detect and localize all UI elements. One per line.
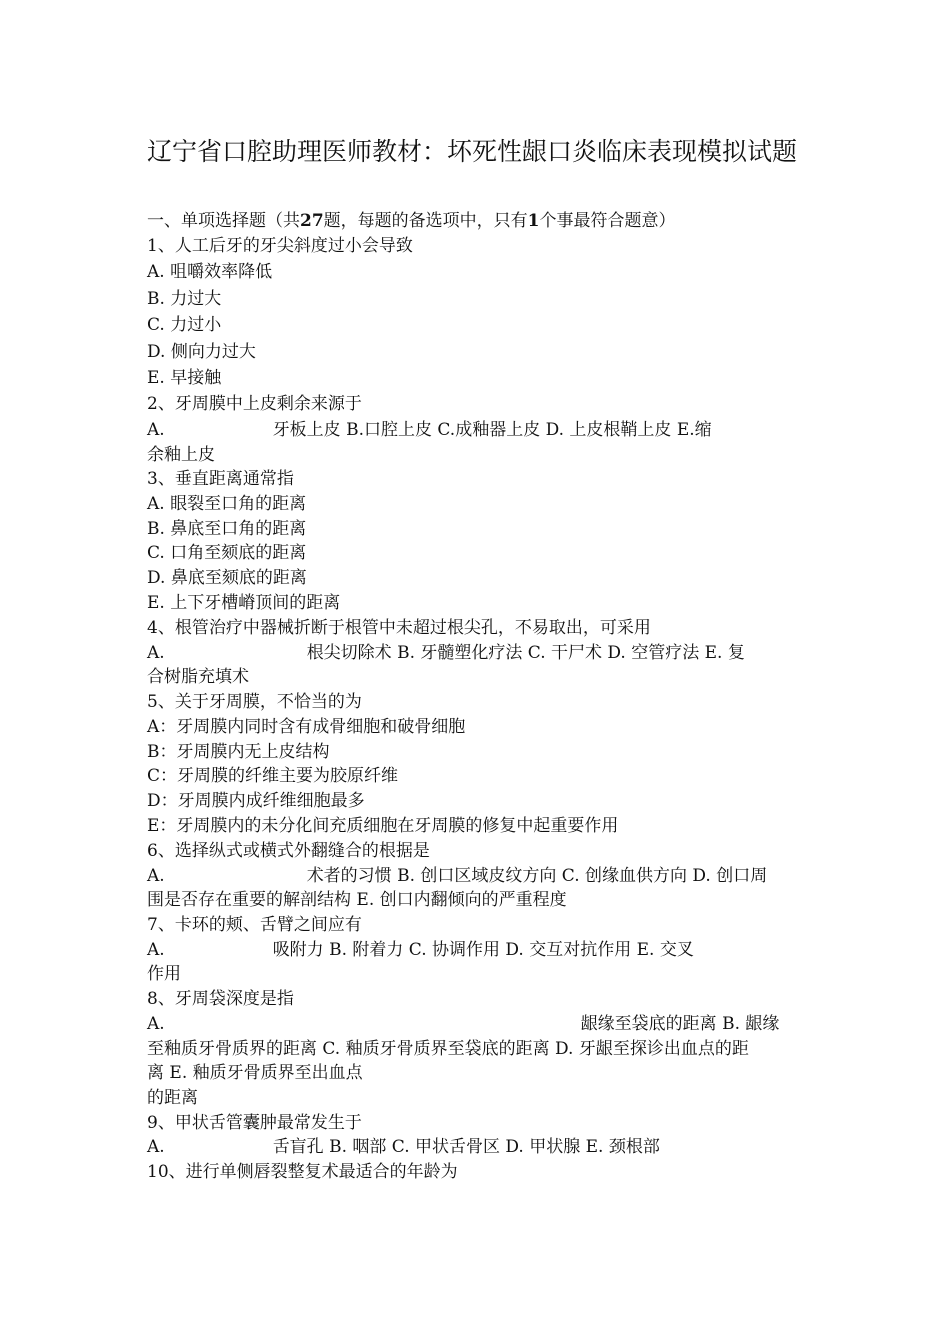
section-heading: 一、单项选择题（共27题，每题的备选项中，只有1个事最符合题意） [147, 211, 676, 231]
option-row: A. 龈缘至袋底的距离 B. 龈缘 [147, 1014, 780, 1034]
option: A. 咀嚼效率降低 [147, 262, 273, 282]
option-continuation: 合树脂充填术 [147, 667, 249, 687]
option: B. 力过大 [147, 289, 222, 309]
option: A：牙周膜内同时含有成骨细胞和破骨细胞 [147, 717, 466, 737]
question-2: 2、牙周膜中上皮剩余来源于 [147, 394, 362, 414]
question-10: 10、进行单侧唇裂整复术最适合的年龄为 [147, 1162, 458, 1182]
option: D：牙周膜内成纤维细胞最多 [147, 791, 365, 811]
option-row: A. 术者的习惯 B. 创口区域皮纹方向 C. 创缘血供方向 D. 创口周 [147, 866, 768, 886]
question-7: 7、卡环的颊、舌臂之间应有 [147, 915, 362, 935]
option: B：牙周膜内无上皮结构 [147, 742, 330, 762]
option: E. 早接触 [147, 368, 222, 388]
option-continuation: 离 E. 釉质牙骨质界至出血点 [147, 1063, 363, 1083]
option: B. 鼻底至口角的距离 [147, 519, 307, 539]
option-continuation: 的距离 [147, 1088, 198, 1108]
option-continuation: 余釉上皮 [147, 445, 215, 465]
option-row: A. 牙板上皮 B.口腔上皮 C.成釉器上皮 D. 上皮根鞘上皮 E.缩 [147, 420, 712, 440]
option-continuation: 围是否存在重要的解剖结构 E. 创口内翻倾向的严重程度 [147, 890, 567, 910]
option: D. 鼻底至颏底的距离 [147, 568, 307, 588]
option: C：牙周膜的纤维主要为胶原纤维 [147, 766, 399, 786]
option-continuation: 作用 [147, 964, 181, 984]
option: E. 上下牙槽嵴顶间的距离 [147, 593, 341, 613]
question-4: 4、根管治疗中器械折断于根管中未超过根尖孔，不易取出，可采用 [147, 618, 651, 638]
page-title: 辽宁省口腔助理医师教材：坏死性龈口炎临床表现模拟试题 [147, 137, 798, 166]
option-row: A. 吸附力 B. 附着力 C. 协调作用 D. 交互对抗作用 E. 交叉 [147, 940, 694, 960]
option: D. 侧向力过大 [147, 342, 256, 362]
question-8: 8、牙周袋深度是指 [147, 989, 294, 1009]
option-row: A. 舌盲孔 B. 咽部 C. 甲状舌骨区 D. 甲状腺 E. 颈根部 [147, 1137, 660, 1157]
question-1: 1、人工后牙的牙尖斜度过小会导致 [147, 236, 413, 256]
question-3: 3、垂直距离通常指 [147, 469, 294, 489]
option: C. 力过小 [147, 315, 222, 335]
option: A. 眼裂至口角的距离 [147, 494, 307, 514]
question-9: 9、甲状舌管囊肿最常发生于 [147, 1113, 362, 1133]
question-5: 5、关于牙周膜，不恰当的为 [147, 692, 362, 712]
option: E：牙周膜内的未分化间充质细胞在牙周膜的修复中起重要作用 [147, 816, 619, 836]
option: C. 口角至颏底的距离 [147, 543, 307, 563]
option-row: A. 根尖切除术 B. 牙髓塑化疗法 C. 干尸术 D. 空管疗法 E. 复 [147, 643, 745, 663]
option-continuation: 至釉质牙骨质界的距离 C. 釉质牙骨质界至袋底的距离 D. 牙龈至探诊出血点的距 [147, 1039, 749, 1059]
question-6: 6、选择纵式或横式外翻缝合的根据是 [147, 841, 430, 861]
